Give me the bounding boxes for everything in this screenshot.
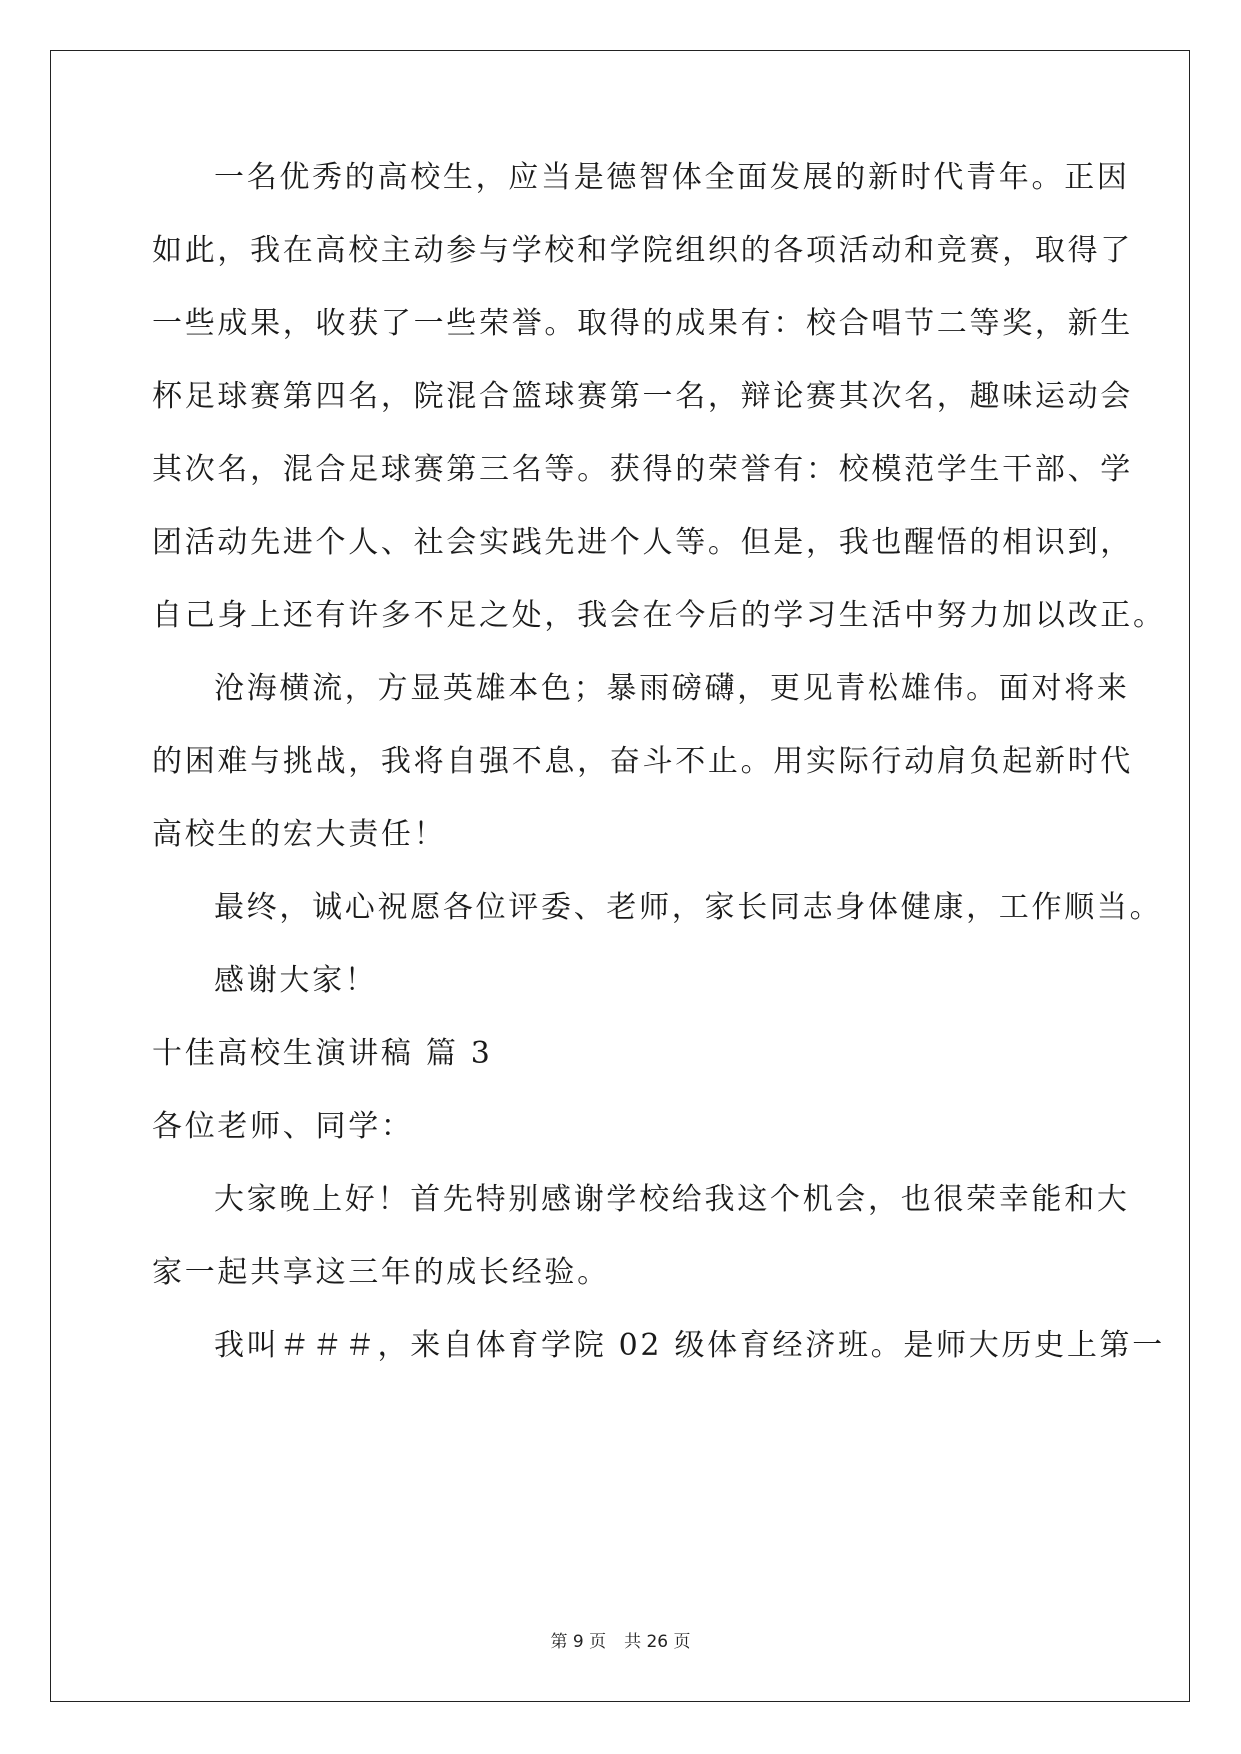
page-border (50, 50, 1190, 1702)
text-line: 如此，我在高校主动参与学校和学院组织的各项活动和竞赛，取得了 (152, 233, 1133, 268)
text-line: 一些成果，收获了一些荣誉。取得的成果有：校合唱节二等奖，新生 (152, 306, 1133, 341)
text-line: 感谢大家！ (214, 963, 378, 998)
page-number: 第 9 页 (550, 1632, 607, 1652)
page-total: 共 26 页 (624, 1632, 691, 1652)
text-line: 杯足球赛第四名，院混合篮球赛第一名，辩论赛其次名，趣味运动会 (152, 379, 1133, 414)
text-line: 团活动先进个人、社会实践先进个人等。但是，我也醒悟的相识到， (152, 525, 1133, 560)
text-line: 最终，诚心祝愿各位评委、老师，家长同志身体健康，工作顺当。 (214, 890, 1163, 925)
text-line: 大家晚上好！首先特别感谢学校给我这个机会，也很荣幸能和大 (214, 1182, 1130, 1217)
text-line: 其次名，混合足球赛第三名等。获得的荣誉有：校模范学生干部、学 (152, 452, 1133, 487)
salutation: 各位老师、同学： (152, 1109, 414, 1144)
text-line: 沧海横流，方显英雄本色；暴雨磅礴，更见青松雄伟。面对将来 (214, 671, 1130, 706)
text-line: 高校生的宏大责任！ (152, 817, 447, 852)
text-line: 我叫＃＃＃，来自体育学院 02 级体育经济班。是师大历史上第一 (214, 1328, 1165, 1363)
text-line: 自己身上还有许多不足之处，我会在今后的学习生活中努力加以改正。 (152, 598, 1166, 633)
text-line: 一名优秀的高校生，应当是德智体全面发展的新时代青年。正因 (214, 160, 1130, 195)
text-line: 家一起共享这三年的成长经验。 (152, 1255, 610, 1290)
section-heading: 十佳高校生演讲稿 篇 3 (152, 1036, 493, 1071)
text-line: 的困难与挑战，我将自强不息，奋斗不止。用实际行动肩负起新时代 (152, 744, 1133, 779)
page-footer (0, 1630, 1241, 1654)
